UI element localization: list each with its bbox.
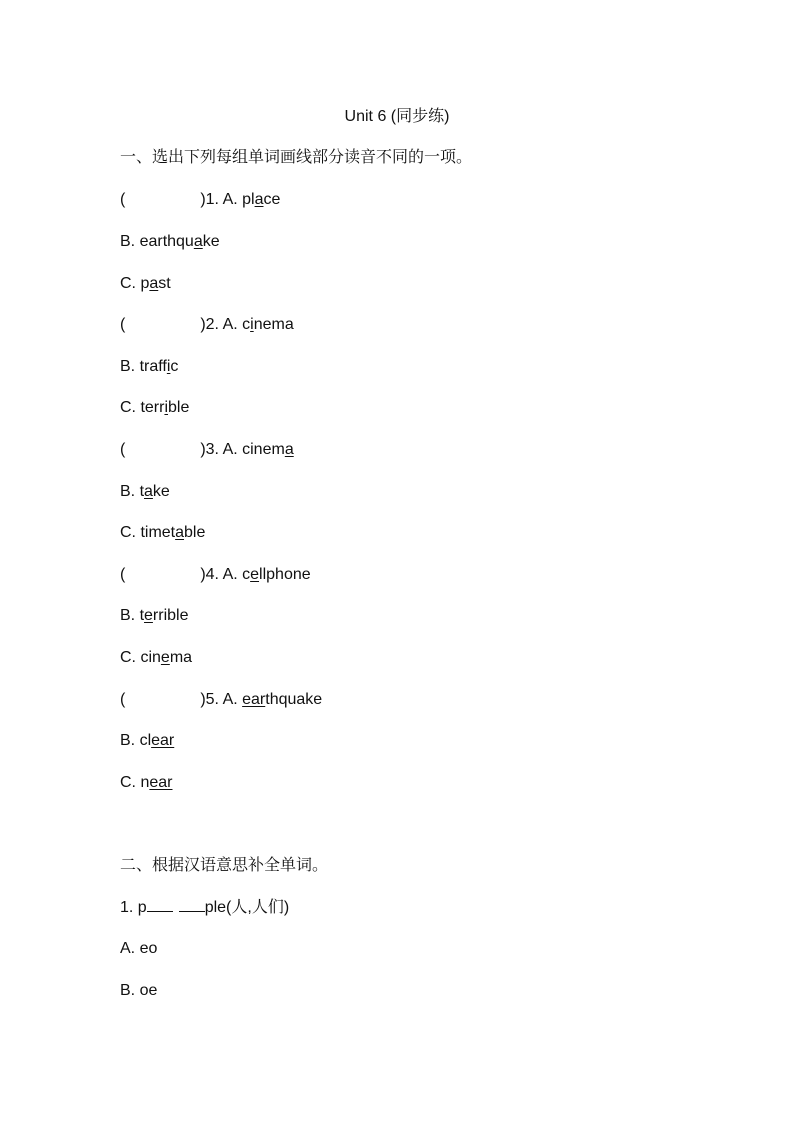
option-text: c xyxy=(242,316,251,333)
answer-open-paren: ( xyxy=(120,566,126,583)
answer-open-paren: ( xyxy=(120,191,126,208)
option-text: ble xyxy=(168,399,190,416)
underlined-part: ear xyxy=(149,774,173,791)
option-text: ble xyxy=(184,524,206,541)
option-label: C. xyxy=(120,774,141,791)
question-prefix: )2. A. xyxy=(200,316,243,333)
question-prefix: )4. A. xyxy=(200,566,243,583)
question-3-row xyxy=(120,439,294,461)
underlined-part: a xyxy=(284,441,294,458)
question-5-option-b xyxy=(120,730,174,752)
option-label: B. xyxy=(120,607,140,624)
question-4-option-b xyxy=(120,605,188,627)
option-text: n xyxy=(140,774,150,791)
option-text: thquake xyxy=(265,691,323,708)
question-1-row xyxy=(120,189,280,211)
underlined-part: e xyxy=(160,649,170,666)
option-label: C. xyxy=(120,649,141,666)
option-label: C. xyxy=(120,399,141,416)
underlined-part: a xyxy=(144,483,153,500)
option-text: ma xyxy=(169,649,193,666)
option-text: st xyxy=(158,275,171,292)
underlined-part: a xyxy=(254,191,264,208)
option-text: t xyxy=(139,607,145,624)
fill-blank-2[interactable] xyxy=(179,897,205,912)
option-text: p xyxy=(140,275,150,292)
question-suffix: ple(人,人们) xyxy=(204,899,290,916)
question-3-option-b xyxy=(120,481,170,503)
option-label: B. xyxy=(120,358,140,375)
question-5-option-c xyxy=(120,772,172,794)
question-4-option-c xyxy=(120,647,192,669)
question-4-row xyxy=(120,564,311,586)
option-text: cin xyxy=(140,649,161,666)
section2-heading: 二、根据汉语意思补全单词。 xyxy=(120,857,329,874)
underlined-part: i xyxy=(166,358,171,375)
option-text: traff xyxy=(139,358,167,375)
question-prefix: )1. A. xyxy=(200,191,243,208)
answer-open-paren: ( xyxy=(120,316,126,333)
option-label: B. xyxy=(120,483,140,500)
section1-heading: 一、选出下列每组单词画线部分读音不同的一项。 xyxy=(120,149,473,166)
fill-blank-1[interactable] xyxy=(147,897,173,912)
question-2-option-c xyxy=(120,397,189,419)
option-label: B. xyxy=(120,233,140,250)
question-1-option-c xyxy=(120,273,171,295)
question-prefix: )5. A. xyxy=(200,691,243,708)
question-5-row xyxy=(120,689,322,711)
section2-question-1 xyxy=(120,897,289,919)
option-label: C. xyxy=(120,275,141,292)
question-2-row xyxy=(120,314,294,336)
option-text: terr xyxy=(140,399,165,416)
question-1-option-b xyxy=(120,231,220,253)
option-text: c xyxy=(170,358,179,375)
option-text: timet xyxy=(140,524,176,541)
question-prefix: )3. A. xyxy=(200,441,243,458)
option-text: t xyxy=(139,483,145,500)
option-text: pl xyxy=(242,191,255,208)
option-text: llphone xyxy=(259,566,311,583)
answer-open-paren: ( xyxy=(120,441,126,458)
answer-open-paren: ( xyxy=(120,691,126,708)
underlined-part: a xyxy=(193,233,203,250)
option-text: ke xyxy=(152,483,170,500)
option-label: B. xyxy=(120,732,140,749)
underlined-part: e xyxy=(250,566,260,583)
underlined-part: i xyxy=(164,399,169,416)
underlined-part: ear xyxy=(151,732,175,749)
underlined-part: a xyxy=(149,275,159,292)
option-text: c xyxy=(242,566,251,583)
underlined-part: ear xyxy=(242,691,266,708)
option-text: nema xyxy=(253,316,294,333)
question-number: 1. p xyxy=(120,899,147,916)
underlined-part: i xyxy=(250,316,254,333)
section2-option-b: B. oe xyxy=(120,982,158,999)
question-2-option-b xyxy=(120,356,178,378)
option-label: C. xyxy=(120,524,141,541)
option-text: earthqu xyxy=(139,233,194,250)
option-text: cl xyxy=(139,732,152,749)
underlined-part: e xyxy=(144,607,153,624)
question-3-option-c xyxy=(120,522,205,544)
underlined-part: a xyxy=(175,524,185,541)
option-text: cinem xyxy=(242,441,285,458)
section2-option-a: A. eo xyxy=(120,940,158,957)
option-text: ce xyxy=(263,191,281,208)
option-text: ke xyxy=(202,233,220,250)
page-title: Unit 6 (同步练) xyxy=(344,108,450,125)
option-text: rrible xyxy=(152,607,189,624)
